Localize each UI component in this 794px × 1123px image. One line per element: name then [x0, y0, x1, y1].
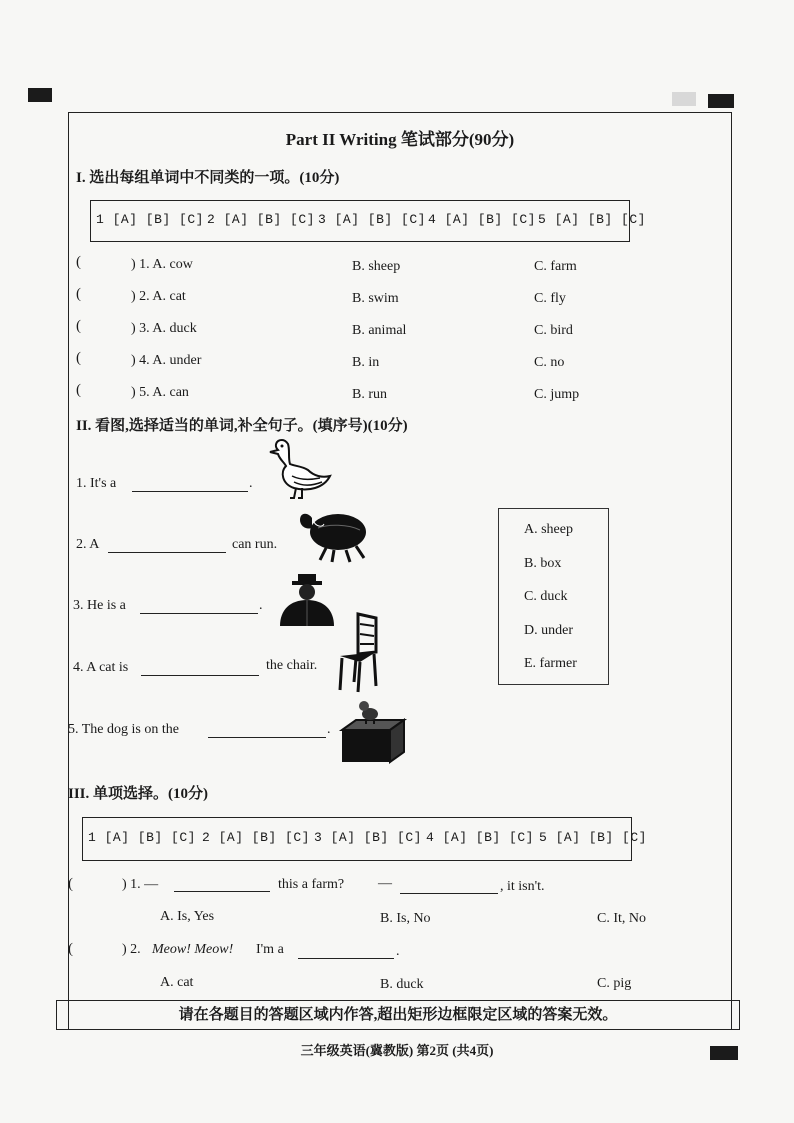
sentence-5-start: 5. The dog is on the: [68, 722, 179, 737]
question-3: ) 3. A. duck: [131, 321, 197, 336]
mc-question-1-mid: this a farm?: [278, 877, 345, 892]
scan-artifact: [672, 92, 696, 106]
word-option-c: C. duck: [524, 589, 568, 604]
mc-blank-2[interactable]: [298, 958, 394, 959]
answer-option-5[interactable]: 5 [A] [B] [C]: [538, 212, 646, 227]
sentence-4-end: the chair.: [266, 658, 318, 673]
sentence-2-start: 2. A: [76, 537, 100, 552]
section3-heading: III. 单项选择。(10分): [68, 786, 209, 802]
answer-option-2[interactable]: 2 [A] [B] [C]: [207, 212, 315, 227]
registration-mark: [28, 88, 52, 102]
answer-paren[interactable]: (: [76, 318, 81, 334]
mc-2-option-b: B. duck: [380, 977, 424, 992]
registration-mark: [708, 94, 734, 108]
question-4-option-c: C. no: [534, 355, 565, 370]
chair-picture: [336, 612, 380, 694]
word-option-a: A. sheep: [524, 522, 573, 537]
fill-blank-5[interactable]: [208, 737, 326, 738]
mc-2-option-a: A. cat: [160, 975, 194, 990]
question-1-option-b: B. sheep: [352, 259, 401, 274]
answer-option-5[interactable]: 5 [A] [B] [C]: [539, 830, 647, 845]
question-2-option-c: C. fly: [534, 291, 566, 306]
answer-option-4[interactable]: 4 [A] [B] [C]: [426, 830, 534, 845]
question-2-option-b: B. swim: [352, 291, 399, 306]
section2-heading: II. 看图,选择适当的单词,补全句子。(填序号)(10分): [76, 418, 408, 434]
answer-paren[interactable]: (: [76, 286, 81, 302]
question-1: ) 1. A. cow: [131, 257, 193, 272]
fill-blank-3[interactable]: [140, 613, 258, 614]
duck-picture: [268, 436, 332, 500]
sheep-picture: [298, 508, 370, 564]
answer-area-notice: 请在各题目的答题区域内作答,超出矩形边框限定区域的答案无效。: [56, 1000, 740, 1030]
mc-question-1: ) 1. —: [122, 877, 159, 892]
mc-question-2-end: .: [396, 944, 400, 959]
box-with-dog-picture: [340, 700, 406, 766]
question-4: ) 4. A. under: [131, 353, 202, 368]
mc-question-1-end: , it isn't.: [500, 879, 545, 894]
answer-option-3[interactable]: 3 [A] [B] [C]: [314, 830, 422, 845]
sentence-1-start: 1. It's a: [76, 476, 117, 491]
sentence-1-end: .: [249, 476, 253, 491]
mc-blank-1b[interactable]: [400, 893, 498, 894]
page-footer: 三年级英语(冀教版) 第2页 (共4页): [300, 1043, 494, 1058]
farmer-picture: [276, 570, 340, 628]
fill-blank-1[interactable]: [132, 491, 248, 492]
word-option-e: E. farmer: [524, 656, 577, 671]
answer-paren[interactable]: (: [76, 382, 81, 398]
word-option-b: B. box: [524, 556, 562, 571]
sentence-4-start: 4. A cat is: [73, 660, 129, 675]
question-5-option-b: B. run: [352, 387, 387, 402]
answer-option-1[interactable]: 1 [A] [B] [C]: [96, 212, 204, 227]
mc-2-option-c: C. pig: [597, 976, 632, 991]
fill-blank-2[interactable]: [108, 552, 226, 553]
sentence-3-start: 3. He is a: [73, 598, 126, 613]
answer-paren[interactable]: (: [68, 876, 73, 892]
question-2: ) 2. A. cat: [131, 289, 186, 304]
mc-1-option-b: B. Is, No: [380, 911, 431, 926]
mc-1-option-a: A. Is, Yes: [160, 909, 215, 924]
question-5: ) 5. A. can: [131, 385, 189, 400]
answer-paren[interactable]: (: [76, 254, 81, 270]
sentence-3-end: .: [259, 598, 263, 613]
mc-question-2-sound: Meow! Meow!: [152, 942, 234, 957]
section1-heading: I. 选出每组单词中不同类的一项。(10分): [76, 170, 340, 186]
sentence-2-end: can run.: [232, 537, 278, 552]
mc-question-2: ) 2.: [122, 942, 141, 957]
question-4-option-b: B. in: [352, 355, 380, 370]
question-3-option-b: B. animal: [352, 323, 407, 338]
page-title: Part II Writing 笔试部分(90分): [285, 130, 515, 149]
word-option-d: D. under: [524, 623, 573, 638]
mc-blank-1a[interactable]: [174, 891, 270, 892]
mc-question-2-text: I'm a: [256, 942, 284, 957]
question-3-option-c: C. bird: [534, 323, 573, 338]
answer-option-4[interactable]: 4 [A] [B] [C]: [428, 212, 536, 227]
fill-blank-4[interactable]: [141, 675, 259, 676]
answer-option-1[interactable]: 1 [A] [B] [C]: [88, 830, 196, 845]
mc-1-option-c: C. It, No: [597, 911, 646, 926]
answer-option-2[interactable]: 2 [A] [B] [C]: [202, 830, 310, 845]
sentence-5-end: .: [327, 722, 331, 737]
answer-paren[interactable]: (: [68, 941, 73, 957]
question-1-option-c: C. farm: [534, 259, 577, 274]
mc-question-1-dash: —: [378, 876, 392, 891]
question-5-option-c: C. jump: [534, 387, 580, 402]
answer-option-3[interactable]: 3 [A] [B] [C]: [318, 212, 426, 227]
answer-paren[interactable]: (: [76, 350, 81, 366]
